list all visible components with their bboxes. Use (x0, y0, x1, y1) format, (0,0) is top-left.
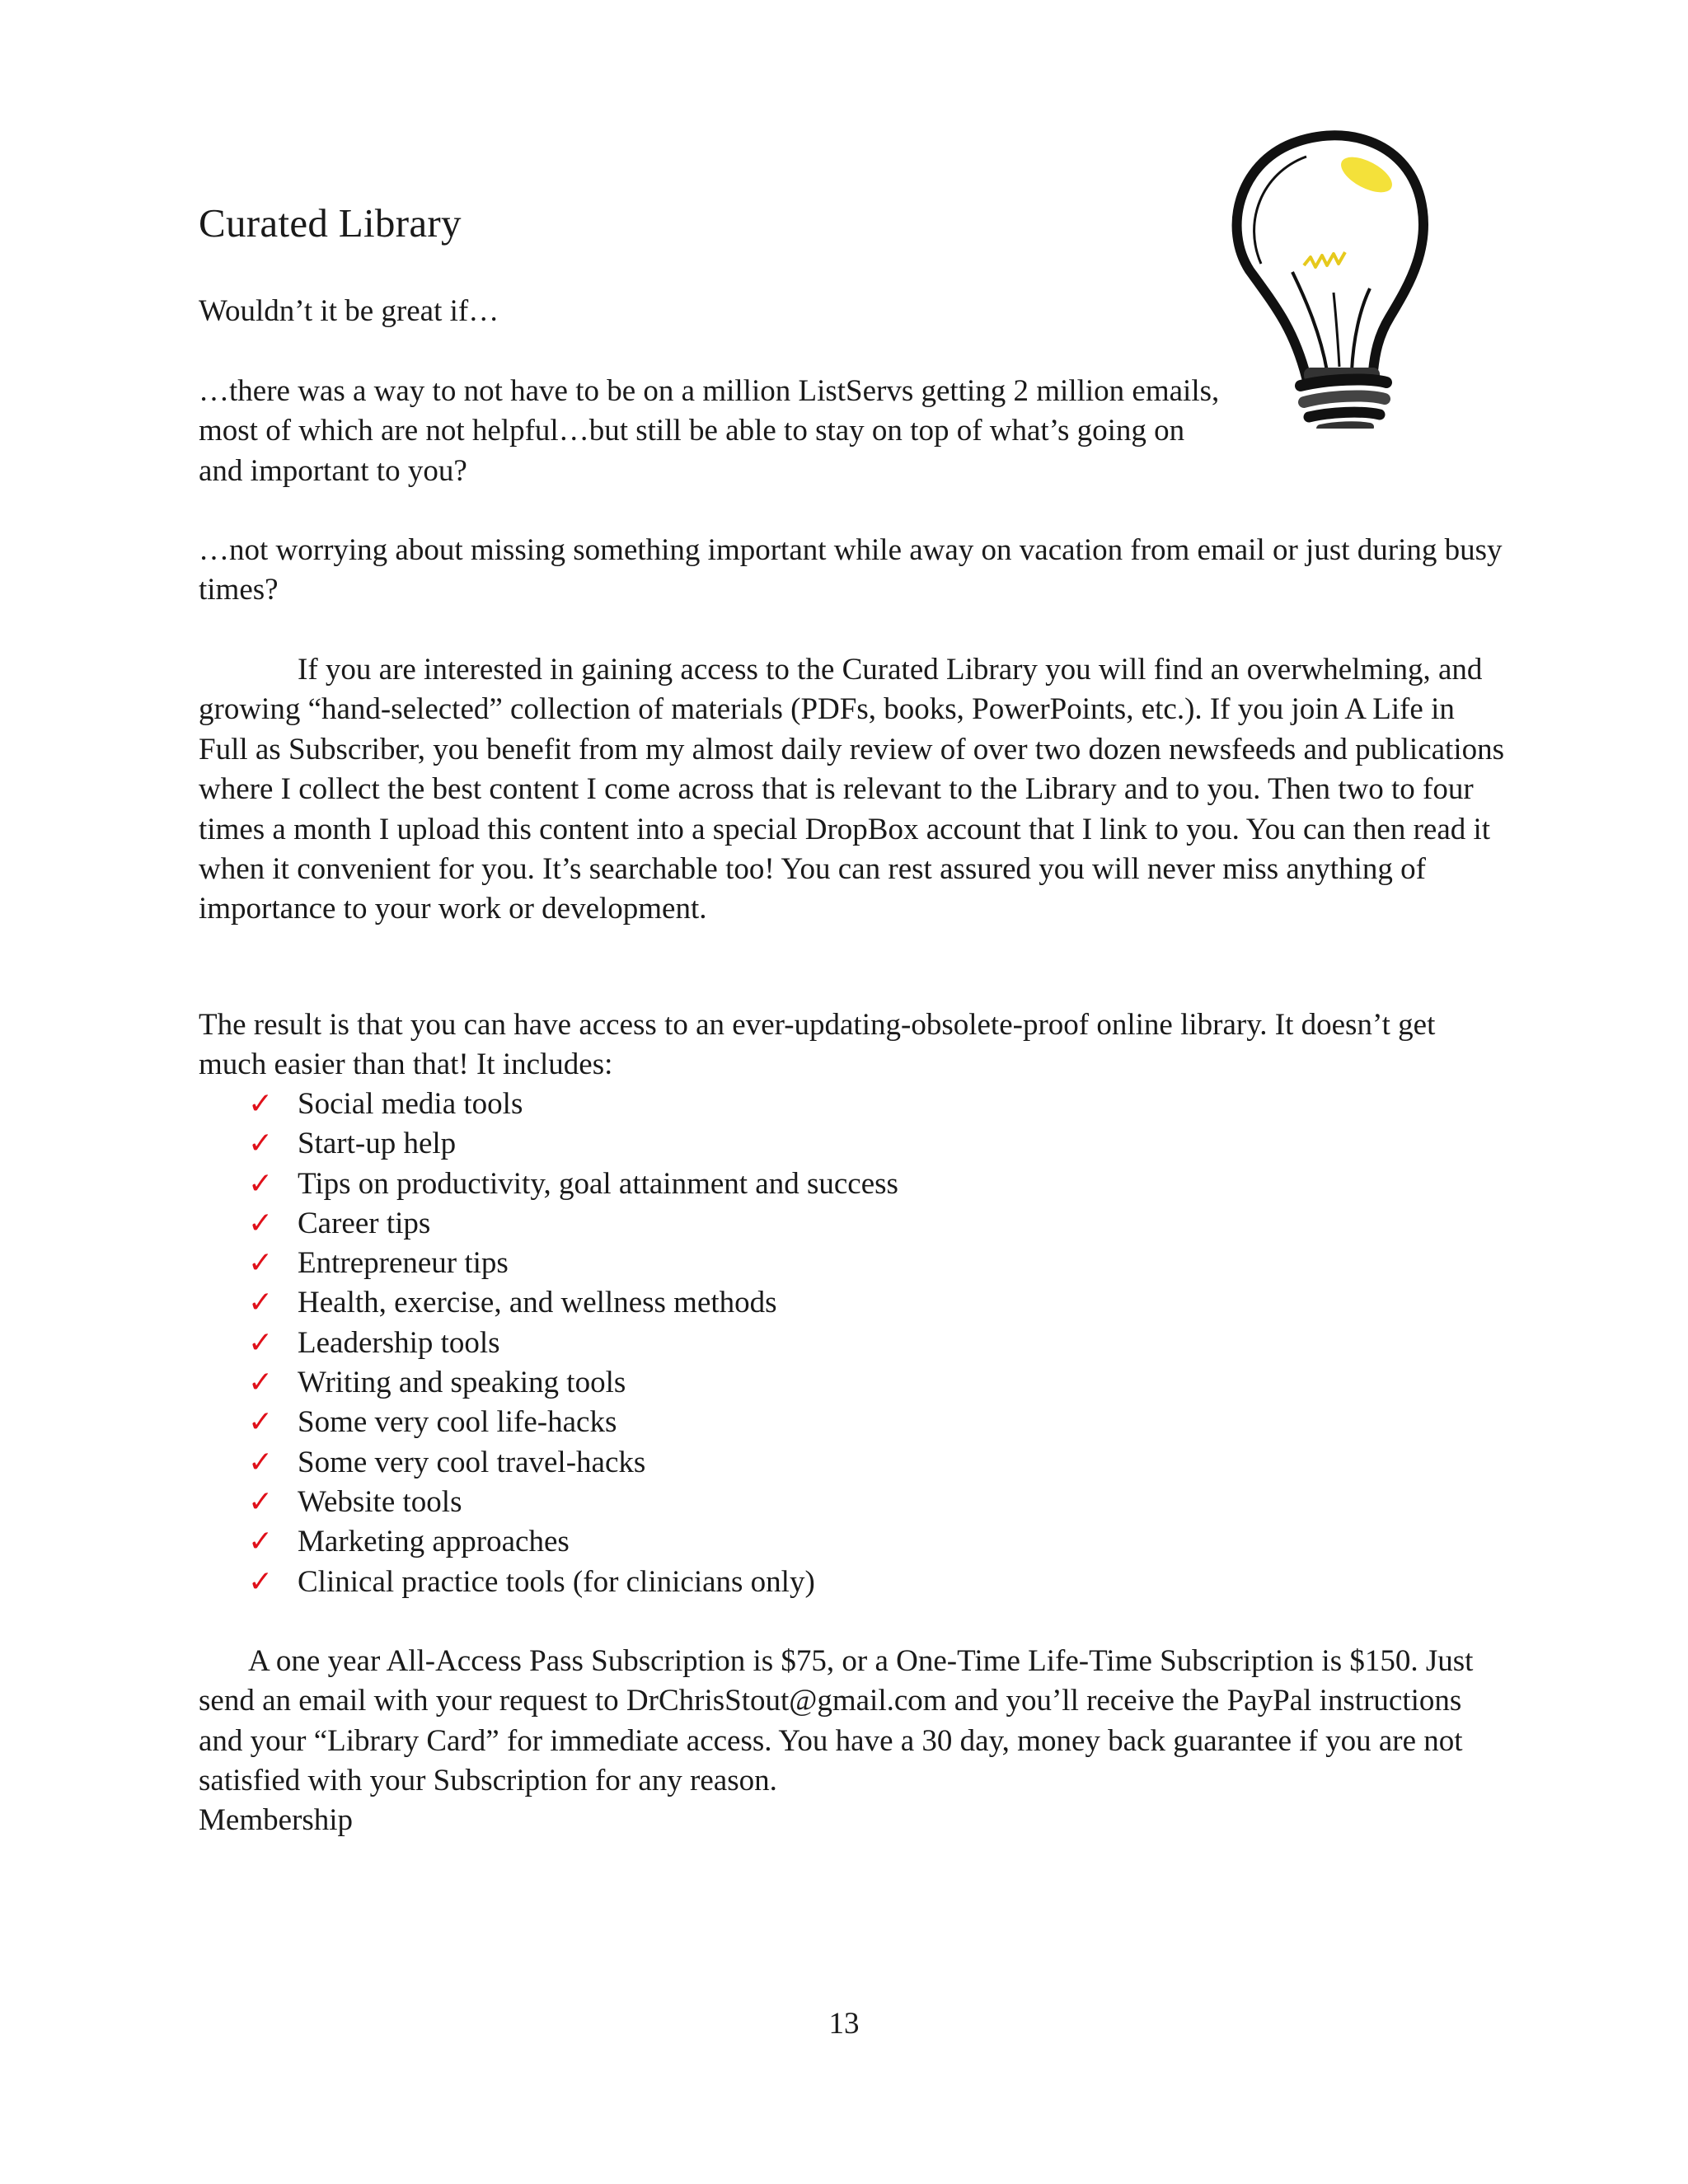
checkmark-icon: ✓ (248, 1564, 274, 1599)
list-item-label: Clinical practice tools (for clinicians only) (298, 1564, 815, 1599)
list-item-label: Some very cool travel-hacks (298, 1445, 646, 1479)
checkmark-icon: ✓ (248, 1087, 274, 1121)
list-item-label: Career tips (298, 1206, 431, 1240)
list-item (199, 1522, 898, 1562)
checkmark-icon: ✓ (248, 1405, 274, 1440)
list-item-label: Social media tools (298, 1087, 523, 1121)
list-item-label: Website tools (298, 1484, 462, 1519)
list-item-label: Entrepreneur tips (298, 1246, 509, 1281)
list-item-label: Writing and speaking tools (298, 1366, 626, 1400)
checkmark-icon: ✓ (248, 1166, 274, 1201)
result-paragraph: The result is that you can have access to an ever-updating-obsolete-proof online library. It doesn’t get much easier than that! It includes: (199, 1008, 1436, 1082)
list-item (199, 1124, 898, 1164)
list-item (199, 1403, 898, 1442)
lightbulb-icon (1228, 124, 1434, 429)
checkmark-icon: ✓ (248, 1366, 274, 1400)
checkmark-icon: ✓ (248, 1127, 274, 1161)
page-number: 13 (828, 2007, 860, 2041)
list-item-label: Start-up help (298, 1127, 457, 1161)
list-item (199, 1483, 898, 1522)
checkmark-icon: ✓ (248, 1246, 274, 1281)
list-item (199, 1204, 898, 1244)
list-item-label: Leadership tools (298, 1325, 500, 1360)
list-item-label: Tips on productivity, goal attainment and success (298, 1166, 898, 1201)
checkmark-icon: ✓ (248, 1445, 274, 1479)
list-item (199, 1244, 898, 1283)
includes-list (199, 1085, 898, 1602)
question-paragraph-1: …there was a way to not have to be on a million ListServs getting 2 million emails, most of which are not helpful…but still be able to stay on top of what’s going on and important to you? (199, 374, 1220, 488)
list-item (199, 1363, 898, 1403)
list-item (199, 1324, 898, 1363)
checkmark-icon: ✓ (248, 1484, 274, 1519)
list-item-label: Health, exercise, and wellness methods (298, 1286, 777, 1320)
checkmark-icon: ✓ (248, 1206, 274, 1240)
list-item (199, 1283, 898, 1323)
page-title: Curated Library (199, 200, 462, 246)
list-item (199, 1085, 898, 1124)
question-paragraph-2: …not worrying about missing something important while away on vacation from email or just during busy times? (199, 533, 1503, 607)
checkmark-icon: ✓ (248, 1286, 274, 1320)
list-item (199, 1443, 898, 1483)
intro-text: Wouldn’t it be great if… (199, 294, 499, 328)
list-item-label: Some very cool life-hacks (298, 1405, 617, 1440)
list-item (199, 1165, 898, 1204)
list-item (199, 1563, 898, 1602)
checkmark-icon: ✓ (248, 1525, 274, 1559)
body-paragraph: If you are interested in gaining access to the Curated Library you will find an overwhelming, and growing “hand-selected” collection of materials (PDFs, books, PowerPoints, etc.). If you join A Life in Full as Subscriber, you benefit from my almost daily review of over two dozen newsfeeds and publications where I collect the best content I come across that is relevant to the Library and to you. Then two to four times a month I upload this content into a special DropBox account that I link to you. You can then read it when it convenient for you. It’s searchable too! You can rest assured you will never miss anything of importance to your work or development. (199, 653, 1505, 926)
membership-label: Membership (199, 1803, 354, 1837)
list-item-label: Marketing approaches (298, 1525, 570, 1559)
checkmark-icon: ✓ (248, 1325, 274, 1360)
pricing-paragraph: A one year All-Access Pass Subscription is $75, or a One-Time Life-Time Subscription is $150. Just send an email with your request to DrChrisStout@gmail.com and you’ll receive the PayPal instructions and your “Library Card” for immediate access. You have a 30 day, money back guarantee if you are not satisfied with your Subscription for any reason. (199, 1644, 1474, 1798)
